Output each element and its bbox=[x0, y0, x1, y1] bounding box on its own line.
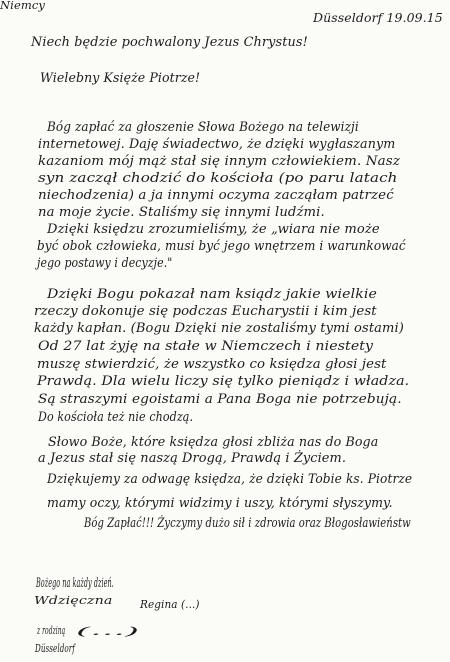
body-line: Prawdą. Dla wielu liczy się tylko pieniądz i władza. bbox=[37, 373, 410, 388]
place-date: Düsseldorf 19.09.15 bbox=[313, 11, 443, 25]
body-line: a Jezus stał się naszą Drogą, Prawdą i Życiem. bbox=[38, 450, 347, 465]
body-line: syn zaczął chodzić do kościoła (po paru latach bbox=[38, 170, 398, 185]
signature-family: z rodziną bbox=[37, 623, 66, 637]
body-line: Bóg Zapłać!!! Życzymy dużo sił i zdrowia oraz Błogosławieństw bbox=[84, 515, 411, 530]
body-line: Dzięki Bogu pokazał nam ksiądz jakie wielkie bbox=[47, 286, 378, 301]
body-line: każdy kapłan. (Bogu Dzięki nie zostaliśmy tymi ostami) bbox=[34, 320, 404, 335]
body-line: Dziękujemy za odwagę księdza, że dzięki Tobie ks. Piotrze bbox=[47, 471, 413, 486]
body-line: być obok człowieka, musi być jego wnętrzem i warunkować bbox=[37, 238, 406, 253]
body-line: Od 27 lat żyję na stałe w Niemczech i niestety bbox=[38, 338, 374, 353]
body-line: Bóg zapłać za głoszenie Słowa Bożego na telewizji bbox=[47, 119, 359, 134]
sender-country: Niemcy bbox=[0, 0, 45, 12]
body-line: Bożego na każdy dzień. bbox=[36, 575, 114, 590]
signature-name: Regina (...) bbox=[140, 597, 200, 611]
body-line: jego postawy i decyzje." bbox=[37, 255, 173, 270]
body-line: na moje życie. Staliśmy się innymi ludźmi. bbox=[38, 204, 325, 219]
sender-city: Düsseldorf bbox=[35, 641, 75, 655]
body-line: internetowej. Daję świadectwo, że dzięki wygłaszanym bbox=[38, 136, 396, 151]
body-line: Do kościoła też nie chodzą. bbox=[38, 409, 194, 424]
body-line: mamy oczy, którymi widzimy i uszy, którymi słyszymy. bbox=[47, 495, 393, 510]
body-line: Dzięki księdzu zrozumieliśmy, że „wiara nie może bbox=[47, 221, 380, 236]
sender-ellipsis: (...) bbox=[76, 624, 140, 638]
closing: Wdzięczna bbox=[34, 593, 113, 607]
greeting-line-2: Wielebny Księże Piotrze! bbox=[40, 70, 201, 85]
greeting-line-1: Niech będzie pochwalony Jezus Chrystus! bbox=[31, 34, 308, 49]
body-line: muszę stwierdzić, że wszystko co księdza głosi jest bbox=[37, 356, 387, 371]
body-line: rzeczy dokonuje się podczas Eucharystii i kim jest bbox=[34, 303, 377, 318]
body-line: Są straszymi egoistami a Pana Boga nie potrzebują. bbox=[38, 391, 402, 406]
body-line: Słowo Boże, które księdza głosi zbliża nas do Boga bbox=[48, 434, 379, 449]
body-line: kazaniom mój mąż stał się innym człowiekiem. Nasz bbox=[38, 153, 401, 168]
body-line: niechodzenia) a ja innymi oczyma zacząłam patrzeć bbox=[38, 187, 394, 202]
